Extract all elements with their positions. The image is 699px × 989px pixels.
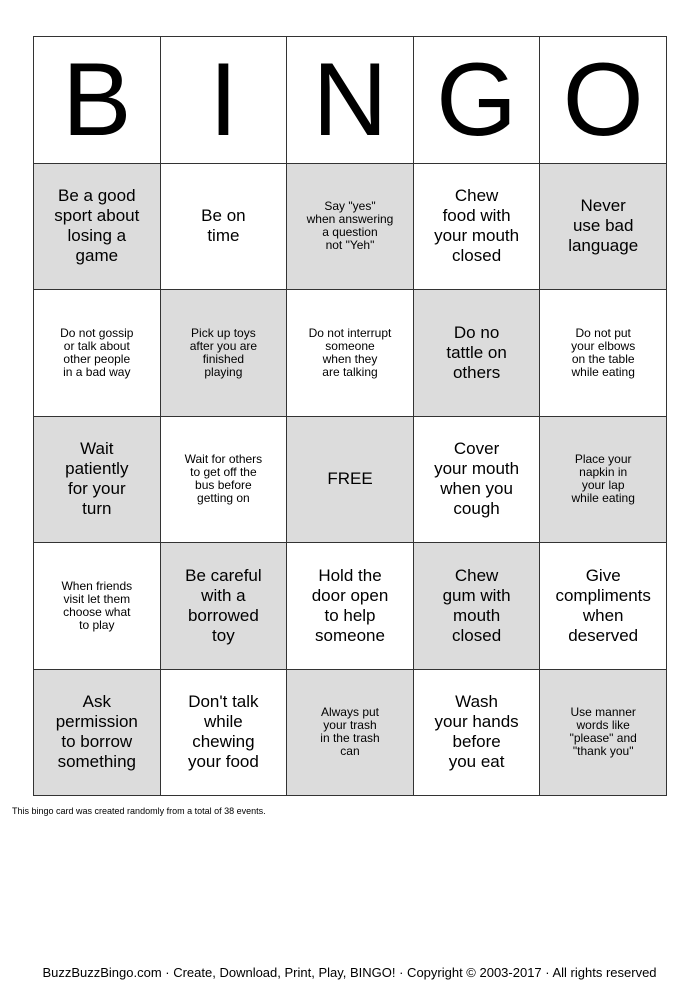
bingo-cell: Ask permission to borrow something	[34, 670, 161, 797]
bingo-cell: Do not put your elbows on the table while eating	[540, 290, 667, 417]
bingo-cell: Wait patiently for your turn	[34, 417, 161, 544]
bingo-cell: Chew food with your mouth closed	[414, 164, 541, 291]
bingo-cell: Always put your trash in the trash can	[287, 670, 414, 797]
bingo-cell: Be careful with a borrowed toy	[161, 543, 288, 670]
free-space-cell: FREE	[287, 417, 414, 544]
header-letter-n: N	[287, 37, 414, 164]
bingo-card	[33, 36, 667, 796]
bingo-cell: Do not interrupt someone when they are talking	[287, 290, 414, 417]
bingo-cell: Never use bad language	[540, 164, 667, 291]
bingo-cell: Wash your hands before you eat	[414, 670, 541, 797]
bingo-cell: Place your napkin in your lap while eating	[540, 417, 667, 544]
bingo-cell: When friends visit let them choose what to play	[34, 543, 161, 670]
header-letter-b: B	[34, 37, 161, 164]
bingo-cell: Do no tattle on others	[414, 290, 541, 417]
header-letter-i: I	[161, 37, 288, 164]
bingo-cell: Hold the door open to help someone	[287, 543, 414, 670]
bingo-cell: Use manner words like "please" and "thank you"	[540, 670, 667, 797]
bingo-cell: Chew gum with mouth closed	[414, 543, 541, 670]
bingo-cell: Give compliments when deserved	[540, 543, 667, 670]
footnote: This bingo card was created randomly from a total of 38 events.	[12, 806, 266, 816]
bingo-cell: Be on time	[161, 164, 288, 291]
bingo-cell: Cover your mouth when you cough	[414, 417, 541, 544]
bingo-cell: Be a good sport about losing a game	[34, 164, 161, 291]
copyright-footer: BuzzBuzzBingo.com · Create, Download, Print, Play, BINGO! · Copyright © 2003-2017 · All rights reserved	[42, 965, 657, 980]
bingo-cell: Pick up toys after you are finished playing	[161, 290, 288, 417]
bingo-cell: Do not gossip or talk about other people in a bad way	[34, 290, 161, 417]
bingo-cell: Say "yes" when answering a question not "Yeh"	[287, 164, 414, 291]
bingo-cell: Wait for others to get off the bus before getting on	[161, 417, 288, 544]
header-letter-g: G	[414, 37, 541, 164]
bingo-cell: Don't talk while chewing your food	[161, 670, 288, 797]
header-letter-o: O	[540, 37, 667, 164]
